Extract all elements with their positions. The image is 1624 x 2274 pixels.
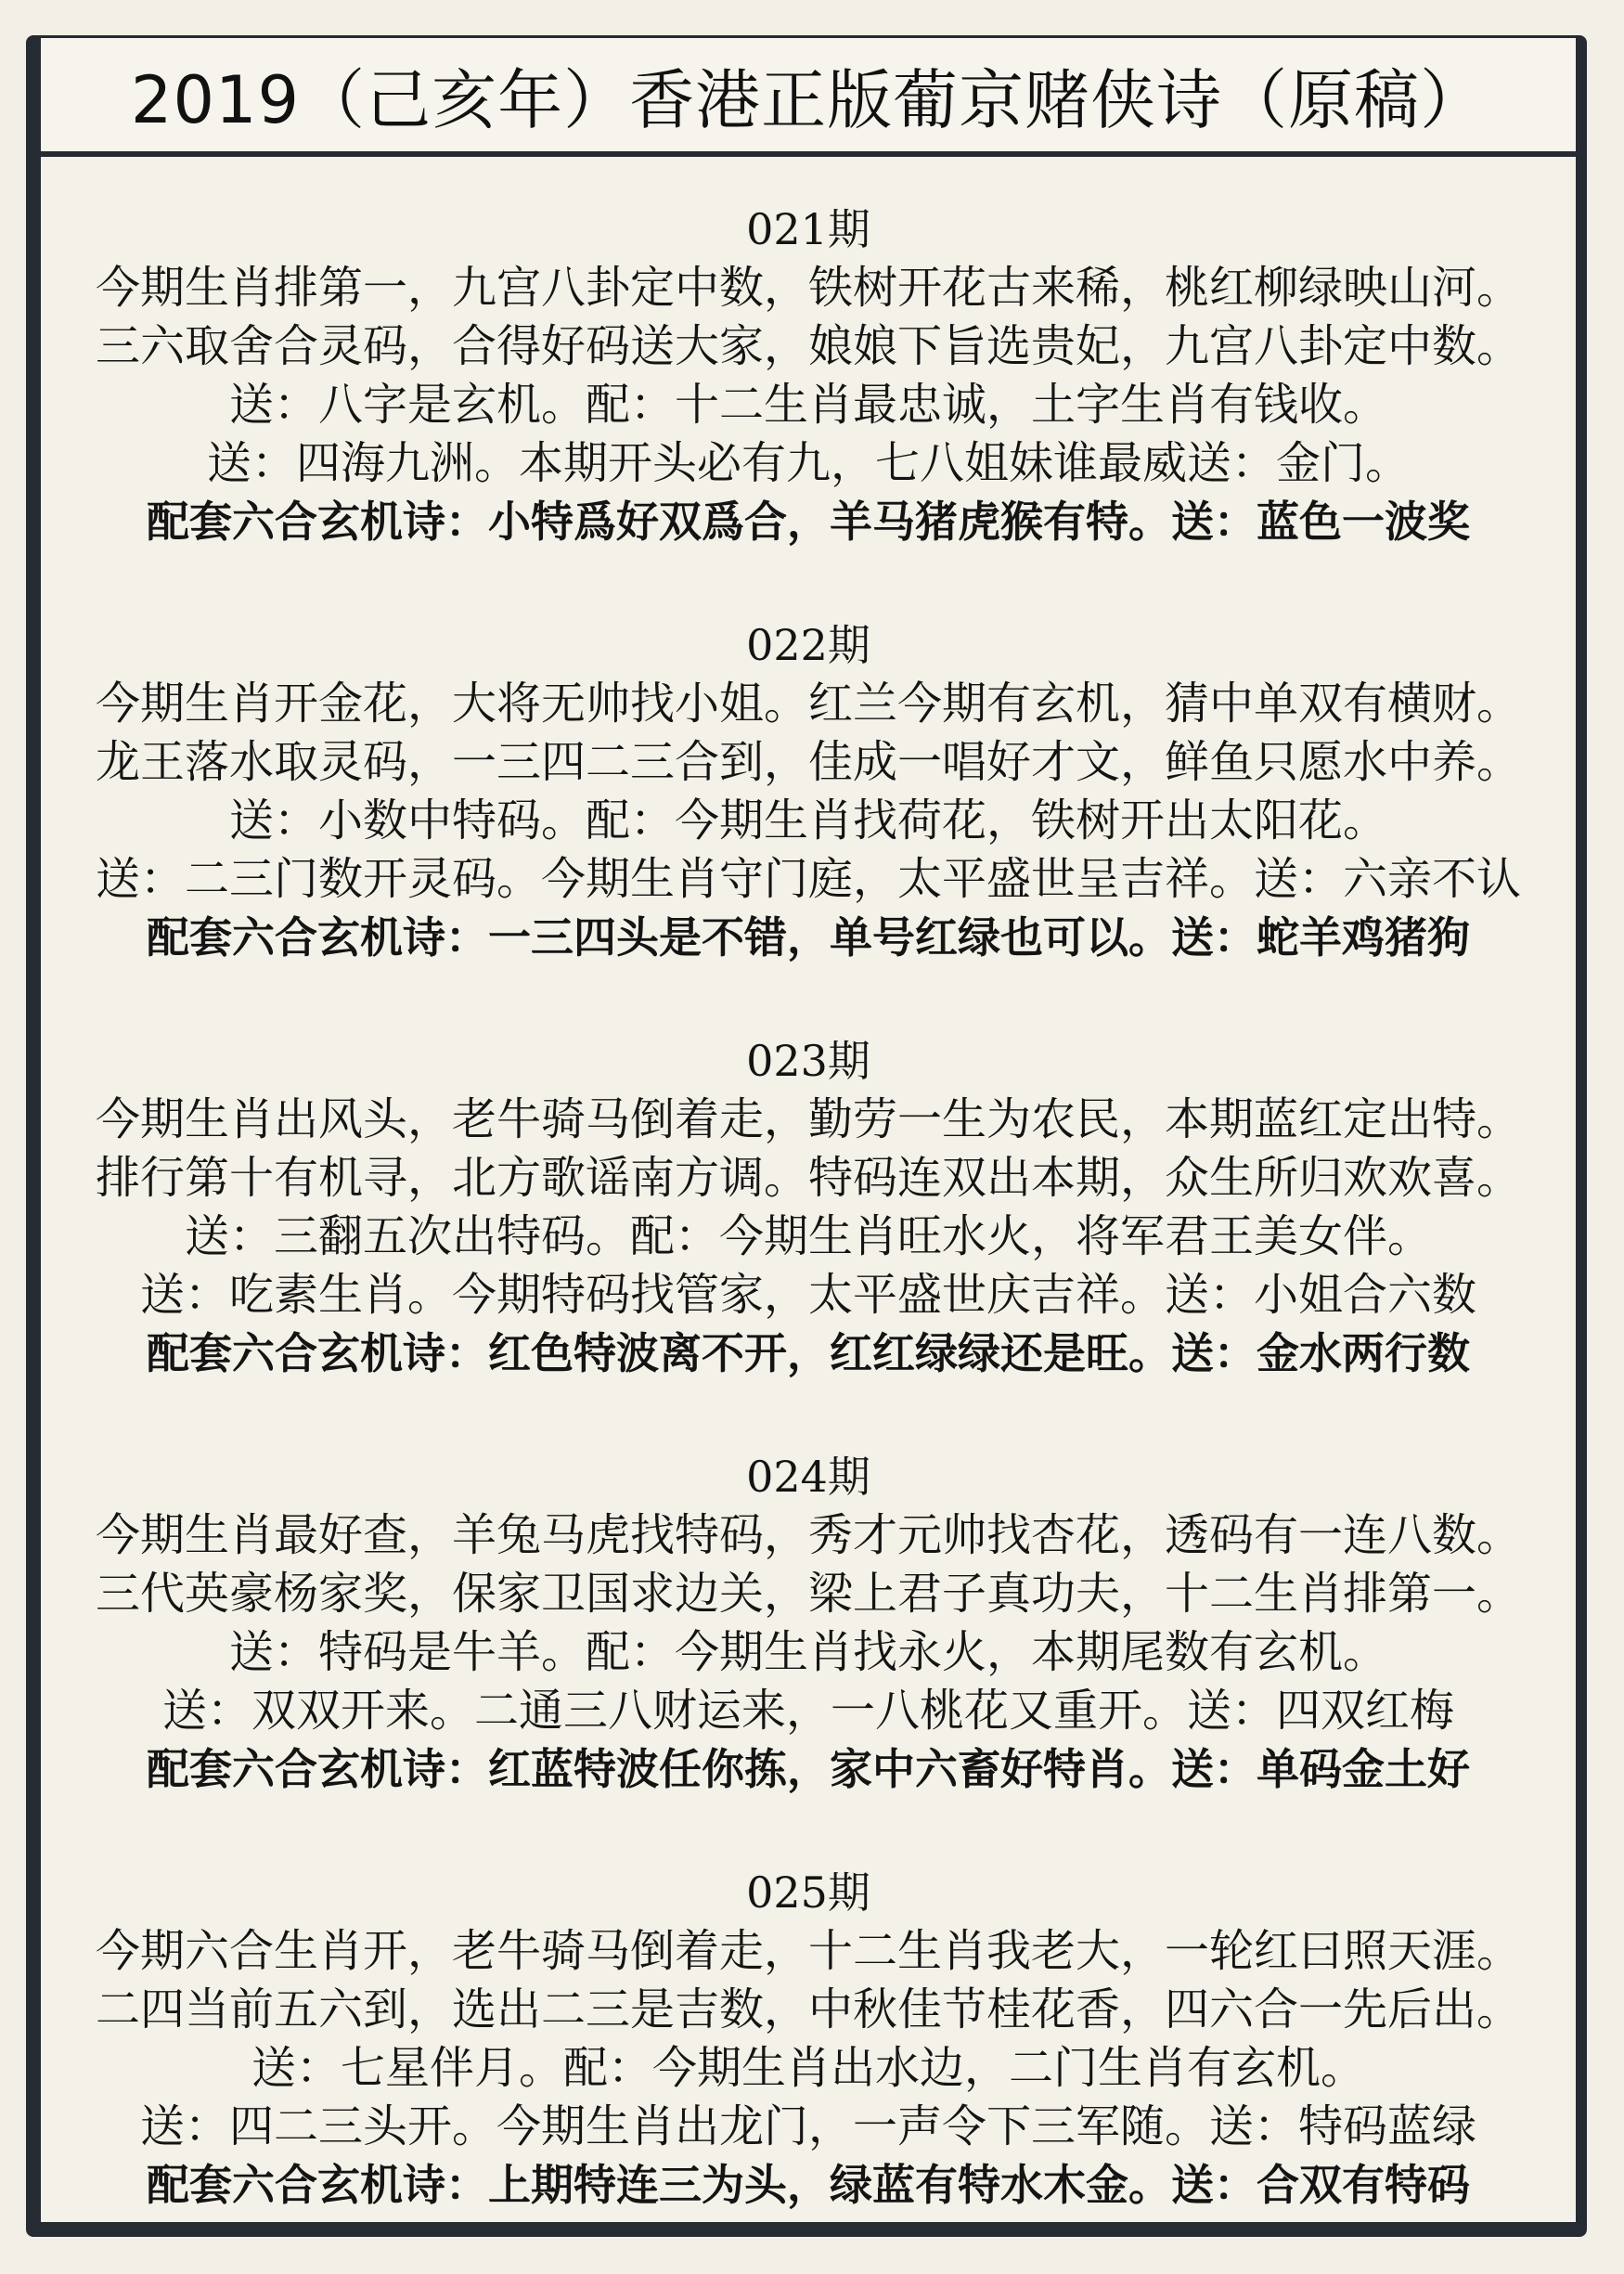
poem-line: 送：八字是玄机。配：十二生肖最忠诚，土字生肖有钱收。 bbox=[228, 379, 1387, 431]
content bbox=[41, 157, 1576, 2222]
poem-line: 二四当前五六到，选出二三是吉数，中秋佳节桂花香，四六合一先后出。 bbox=[95, 1983, 1521, 2035]
poem-line: 送：二三门数开灵码。今期生肖守门庭，太平盛世呈吉祥。送：六亲不认 bbox=[95, 853, 1521, 905]
issue-block bbox=[41, 1035, 1576, 1383]
poem-line: 送：三翻五次出特码。配：今期生肖旺水火，将军君王美女伴。 bbox=[184, 1210, 1432, 1262]
document-frame bbox=[26, 35, 1587, 2237]
poem-line: 送：双双开来。二通三八财运来，一八桃花又重开。送：四双红梅 bbox=[161, 1685, 1454, 1737]
issue-title: 024期 bbox=[746, 1452, 870, 1502]
issue-block bbox=[41, 203, 1576, 551]
issue-title: 023期 bbox=[746, 1036, 870, 1086]
poem-line: 三六取舍合灵码，合得好码送大家，娘娘下旨选贵妃，九宫八卦定中数。 bbox=[95, 320, 1521, 372]
poem-line: 送：四二三头开。今期生肖出龙门，一声令下三军随。送：特码蓝绿 bbox=[139, 2100, 1476, 2152]
bold-summary-line: 配套六合玄机诗：小特爲好双爲合，羊马猪虎猴有特。送：蓝色一波奖 bbox=[147, 497, 1470, 547]
issue-block bbox=[41, 1867, 1576, 2215]
issue-title: 022期 bbox=[746, 620, 870, 670]
issue-title: 021期 bbox=[746, 204, 870, 254]
poem-line: 送：特码是牛羊。配：今期生肖找永火，本期尾数有玄机。 bbox=[228, 1626, 1387, 1678]
poem-line: 今期六合生肖开，老牛骑马倒着走，十二生肖我老大，一轮红曰照天涯。 bbox=[95, 1925, 1521, 1977]
poem-line: 今期生肖排第一，九宫八卦定中数，铁树开花古来稀，桃红柳绿映山河。 bbox=[95, 262, 1521, 314]
poem-line: 排行第十有机寻，北方歌谣南方调。特码连双出本期，众生所归欢欢喜。 bbox=[95, 1152, 1521, 1204]
poem-line: 今期生肖最好查，羊兔马虎找特码，秀才元帅找杏花，透码有一连八数。 bbox=[95, 1509, 1521, 1561]
poem-line: 送：吃素生肖。今期特码找管家，太平盛世庆吉祥。送：小姐合六数 bbox=[139, 1269, 1476, 1321]
poem-line: 送：小数中特码。配：今期生肖找荷花，铁树开出太阳花。 bbox=[228, 795, 1387, 846]
header bbox=[41, 38, 1576, 157]
bold-summary-line: 配套六合玄机诗：红色特波离不开，红红绿绿还是旺。送：金水两行数 bbox=[147, 1328, 1470, 1378]
issue-block bbox=[41, 1451, 1576, 1799]
page-title: 2019（己亥年）香港正版葡京赌侠诗（原稿） bbox=[130, 61, 1487, 138]
bold-summary-line: 配套六合玄机诗：一三四头是不错，单号红绿也可以。送：蛇羊鸡猪狗 bbox=[147, 912, 1470, 963]
issue-title: 025期 bbox=[746, 1867, 870, 1918]
poem-line: 三代英豪杨家奖，保家卫国求边关，梁上君子真功夫，十二生肖排第一。 bbox=[95, 1568, 1521, 1620]
poem-line: 送：四海九洲。本期开头必有九，七八姐妹谁最威送：金门。 bbox=[206, 437, 1410, 489]
poem-line: 送：七星伴月。配：今期生肖出水边，二门生肖有玄机。 bbox=[251, 2042, 1365, 2094]
poem-line: 龙王落水取灵码，一三四二三合到，佳成一唱好才文，鲜鱼只愿水中养。 bbox=[95, 736, 1521, 788]
bold-summary-line: 配套六合玄机诗：上期特连三为头，绿蓝有特水木金。送：合双有特码 bbox=[147, 2160, 1470, 2210]
poem-line: 今期生肖出风头，老牛骑马倒着走，勤劳一生为农民，本期蓝红定出特。 bbox=[95, 1093, 1521, 1145]
issue-block bbox=[41, 619, 1576, 967]
bold-summary-line: 配套六合玄机诗：红蓝特波任你拣，家中六畜好特肖。送：单码金土好 bbox=[147, 1744, 1470, 1794]
poem-line: 今期生肖开金花，大将无帅找小姐。红兰今期有玄机，猜中单双有横财。 bbox=[95, 678, 1521, 730]
